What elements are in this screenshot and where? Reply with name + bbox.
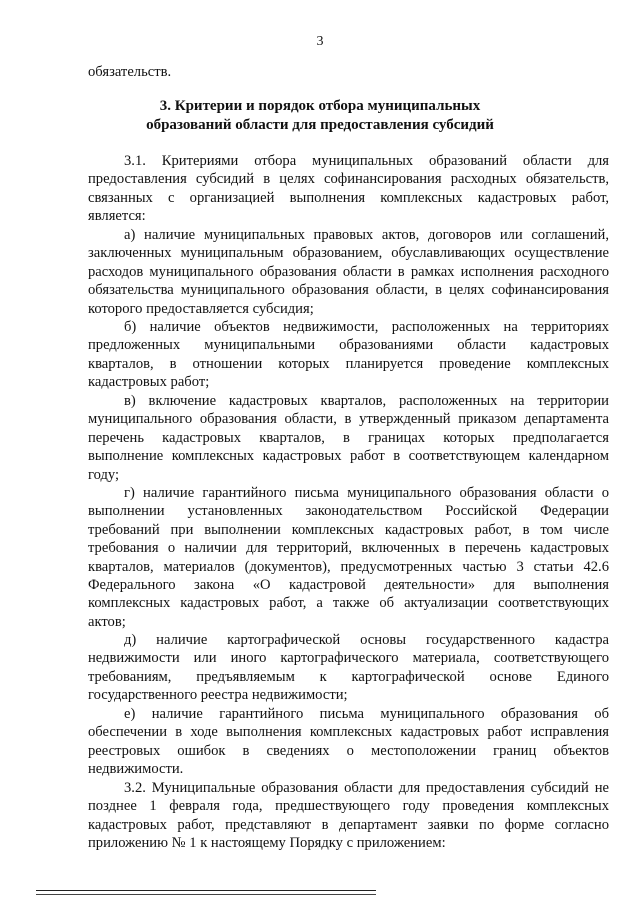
paragraph-line: кварталов, материалов (документов), предусмотренных частью 3 статьи 42.6 — [88, 558, 609, 575]
paragraph-3-1 — [88, 152, 609, 226]
paragraph-line: кварталов, в отношении которых планируется проведение комплексных — [88, 355, 609, 372]
paragraph-line: позднее 1 февраля года, предшествующего году проведения комплексных — [88, 798, 609, 815]
paragraph-line: связанных с организацией выполнения комплексных кадастровых работ, — [88, 189, 609, 206]
paragraph-item-d — [88, 631, 609, 705]
paragraph-line: муниципального образования области, в утвержденный приказом департамента — [88, 411, 609, 428]
paragraph-line: предложенных муниципальными образованиями области кадастровых — [88, 337, 609, 354]
heading-line: 3. Критерии и порядок отбора муниципальных — [159, 98, 481, 114]
paragraph-line: а) наличие муниципальных правовых актов, договоров или соглашений, — [124, 227, 609, 243]
paragraph-line: недвижимости. — [88, 761, 184, 778]
footer-divider — [36, 894, 376, 895]
paragraph-line: д) наличие картографической основы государственного кадастра — [124, 632, 609, 648]
paragraph-line: требований при выполнении комплексных кадастровых работ, в том числе — [88, 521, 609, 538]
paragraph-line: перечень кадастровых кварталов, в границах которых предполагается — [88, 429, 609, 446]
continuation-text: обязательств. — [88, 64, 172, 80]
paragraph-line: Федерального закона «О кадастровой деятельности» для выполнения — [88, 577, 609, 594]
paragraph-item-b — [88, 318, 609, 392]
paragraph-line: которого предоставляется субсидия; — [88, 300, 314, 317]
paragraph-line: заключенных муниципальным образованием, обуславливающих осуществление — [88, 245, 609, 262]
paragraph-line: г) наличие гарантийного письма муниципального образования области о — [124, 485, 609, 501]
paragraph-3-2 — [88, 779, 609, 853]
paragraph-line: приложению № 1 к настоящему Порядку с приложением: — [88, 835, 446, 852]
paragraph-line: расходов муниципального образования области в рамках исполнения расходного — [88, 263, 609, 280]
paragraph-line: выполнение комплексных кадастровых работ в соответствующем календарном — [88, 448, 609, 465]
page-number: 3 — [316, 34, 324, 49]
paragraph-item-e — [88, 705, 609, 779]
paragraph-line: реестровых ошибок в сведениях о местоположении границ объектов — [88, 742, 609, 759]
paragraph-line: актов; — [88, 613, 126, 630]
paragraph-line: требованиям, предъявляемым к картографической основе Единого — [88, 668, 609, 685]
paragraph-line: кадастровых работ, представляют в департамент заявки по форме согласно — [88, 816, 609, 833]
paragraph-line: обеспечении в ходе выполнения комплексных кадастровых работ исправления — [88, 724, 609, 741]
paragraph-line: требования о наличии для территорий, включенных в перечень кадастровых — [88, 540, 609, 557]
paragraph-line: 3.1. Критериями отбора муниципальных образований области для — [124, 153, 609, 169]
paragraph-line: 3.2. Муниципальные образования области для предоставления субсидий не — [124, 780, 609, 796]
paragraph-line: в) включение кадастровых кварталов, расположенных на территории — [124, 393, 609, 409]
paragraph-line: выполнении установленных законодательством Российской Федерации — [88, 503, 609, 520]
paragraph-item-a — [88, 226, 609, 318]
paragraph-line: обязательства муниципального образования области, в целях софинансирования — [88, 282, 609, 299]
heading-line: образований области для предоставления субсидий — [146, 116, 494, 133]
paragraph-line: году; — [88, 466, 120, 483]
paragraph-line: б) наличие объектов недвижимости, расположенных на территориях — [124, 319, 609, 335]
paragraph-line: е) наличие гарантийного письма муниципального образования об — [124, 706, 609, 722]
paragraph-line: предоставления субсидий в целях софинансирования расходных обязательств, — [88, 171, 609, 188]
paragraph-line: недвижимости или иного картографического материала, соответствующего — [88, 650, 609, 667]
paragraph-line: является: — [88, 208, 146, 225]
paragraph-line: государственного реестра недвижимости; — [88, 687, 348, 704]
section-heading — [0, 97, 640, 134]
paragraph-item-v — [88, 392, 609, 484]
paragraph-line: кадастровых работ; — [88, 374, 210, 391]
footer-divider — [36, 890, 376, 891]
paragraph-item-g — [88, 484, 609, 631]
paragraph-line: комплексных кадастровых работ, а также об актуализации соответствующих — [88, 595, 609, 612]
